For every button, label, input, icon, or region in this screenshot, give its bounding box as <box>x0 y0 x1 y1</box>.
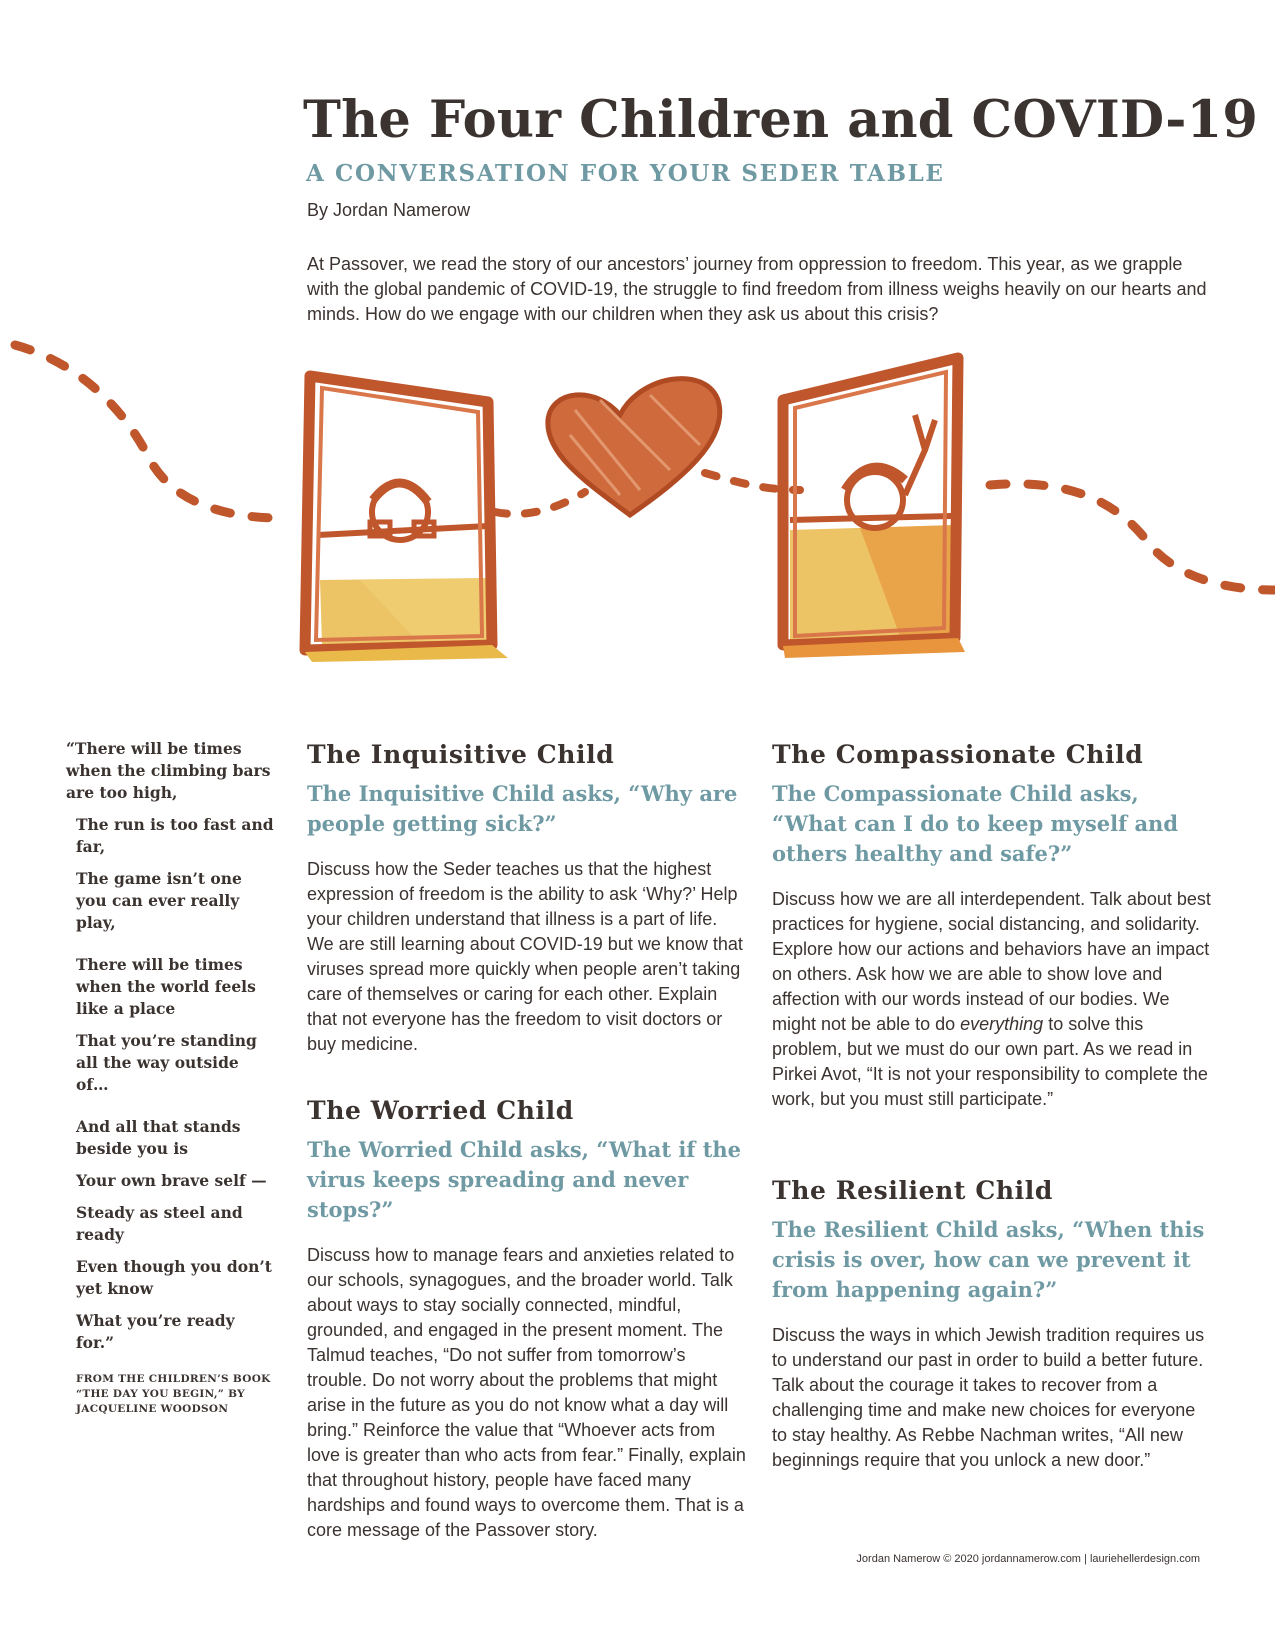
page-subtitle: A CONVERSATION FOR YOUR SEDER TABLE <box>306 160 945 187</box>
dashed-path-middle-left <box>495 492 585 514</box>
section-resilient-child <box>772 1176 1212 1473</box>
section-question: The Worried Child asks, “What if the virus keeps spreading and never stops?” <box>307 1137 742 1222</box>
intro-paragraph: At Passover, we read the story of our ancestors’ journey from oppression to freedom. This year, as we grapple with the global pandemic of COVID-19, the struggle to find freedom from illness weighs heavily on our hearts and minds. How do we engage with our children when they ask us about this crisis? <box>307 254 1207 324</box>
quote-line: That you’re standing all the way outside of… <box>76 1031 257 1094</box>
section-body: Discuss the ways in which Jewish tradition requires us to understand our past in order to build a better future. Talk about the courage it takes to recover from a challenging time and make new choices for everyone to stay healthy. As Rebbe Nachman writes, “All new beginnings require that you unlock a new door.” <box>772 1325 1205 1470</box>
section-compassionate-child <box>772 740 1212 1112</box>
quote-line: “There will be times when the climbing bars are too high, <box>66 739 271 802</box>
quote-line: There will be times when the world feels like a place <box>76 955 256 1018</box>
windows-heart-illustration <box>0 340 1275 710</box>
quote-line: Steady as steel and ready <box>76 1203 243 1244</box>
quote-line: Your own brave self — <box>76 1171 267 1190</box>
quote-line: And all that stands beside you is <box>76 1117 241 1158</box>
section-inquisitive-child <box>307 740 747 1057</box>
page-title: The Four Children and COVID-19 <box>303 90 1259 150</box>
dashed-path-left <box>15 345 280 518</box>
footer-credits: Jordan Namerow © 2020 jordannamerow.com | lauriehellerdesign.com <box>856 1553 1200 1565</box>
byline: By Jordan Namerow <box>307 200 471 220</box>
quote-line: What you’re ready for.” <box>76 1311 235 1352</box>
left-window <box>305 376 508 662</box>
section-body: Discuss how to manage fears and anxieties related to our schools, synagogues, and the broader world. Talk about ways to stay socially connected, mindful, grounded, and engaged in the present moment. The Talmud teaches, “Do not suffer from tomorrow’s trouble. Do not worry about the problems that might arise in the future as you do not know what a day will bring.” Reinforce the value that “Whoever acts from love is greater than who acts from fear.” Finally, explain that throughout history, people have faced many hardships and found ways to overcome them. That is a core message of the Passover story. <box>307 1245 746 1540</box>
right-window <box>783 358 965 658</box>
section-question: The Compassionate Child asks, “What can I do to keep myself and others healthy and safe?” <box>772 781 1179 866</box>
book-quote <box>66 738 276 1417</box>
quote-credit: FROM THE CHILDREN’S BOOK “THE DAY YOU BEGIN,” BY JACQUELINE WOODSON <box>76 1373 271 1415</box>
section-heading: The Compassionate Child <box>772 740 1144 769</box>
section-heading: The Worried Child <box>307 1096 574 1125</box>
section-body: Discuss how the Seder teaches us that the highest expression of freedom is the ability to ask ‘Why?’ Help your children understand that illness is a part of life. We are still learning about COVID-19 but we know that viruses spread more quickly when people aren’t taking care of themselves or caring for each other. Explain that not everyone has the freedom to visit doctors or buy medicine. <box>307 859 743 1054</box>
section-question: The Inquisitive Child asks, “Why are people getting sick?” <box>307 781 738 836</box>
section-body <box>772 887 1212 1112</box>
quote-line: The game isn’t one you can ever really play, <box>76 869 242 932</box>
section-worried-child <box>307 1096 747 1543</box>
section-body-emphasis: everything <box>960 1014 1044 1034</box>
dashed-path-right <box>990 484 1275 590</box>
section-body-part: to solve this problem, but we must do our own part. As we read in Pirkei Avot, “It is not your responsibility to complete the work, but you must still participate.” <box>772 1014 1208 1109</box>
section-body-part: Discuss how we are all interdependent. Talk about best practices for hygiene, social distancing, and solidarity. Explore how our actions and behaviors have an impact on others. Ask how we are able to show love and affection with our words instead of our bodies. We might not be able to do <box>772 889 1211 1034</box>
section-heading: The Inquisitive Child <box>307 740 615 769</box>
quote-line: The run is too fast and far, <box>76 815 274 856</box>
section-heading: The Resilient Child <box>772 1176 1053 1205</box>
quote-line: Even though you don’t yet know <box>76 1257 272 1298</box>
heart-illustration <box>548 379 720 515</box>
section-question: The Resilient Child asks, “When this crisis is over, how can we prevent it from happening again?” <box>772 1217 1205 1302</box>
